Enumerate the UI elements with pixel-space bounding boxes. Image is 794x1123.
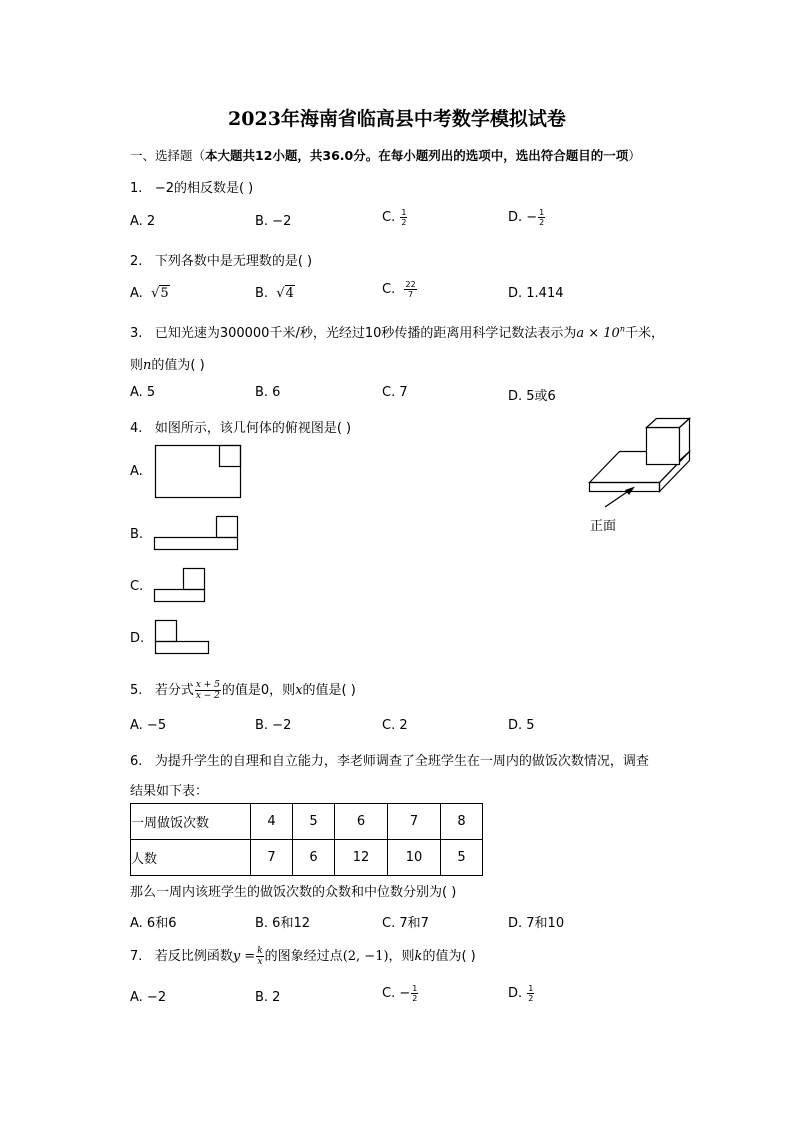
- question-3-line-1: [130, 322, 664, 341]
- fraction-numerator: 1: [539, 208, 545, 217]
- fraction-denominator: x − 2: [195, 691, 220, 701]
- q5-option-b: B. −2: [255, 718, 292, 733]
- q6-option-d: D. 7和10: [508, 916, 565, 931]
- question-text: 的值为( ): [151, 358, 205, 373]
- question-1: [130, 177, 253, 196]
- question-5: [130, 679, 356, 701]
- option-label: D.: [508, 986, 523, 1001]
- fraction-denominator: x: [257, 957, 263, 967]
- question-number: 4.: [130, 421, 143, 436]
- table-cell: 10: [388, 840, 441, 876]
- q6-option-a: A. 6和6: [130, 916, 177, 931]
- table-row-header: 一周做饭次数: [131, 804, 251, 840]
- fraction: [527, 984, 534, 1003]
- q3-option-a: A. 5: [130, 385, 156, 400]
- variable: x: [295, 683, 303, 698]
- variable: n: [143, 358, 152, 373]
- fraction-numerator: k: [257, 946, 263, 956]
- question-6-line-1: [130, 750, 649, 769]
- section-prefix: 一、选择题（: [130, 148, 206, 163]
- question-text: 若分式: [154, 683, 194, 698]
- question-text: 的值为( ): [422, 949, 476, 964]
- q5-option-d: D. 5: [508, 718, 535, 733]
- fraction-numerator: 1: [528, 984, 534, 993]
- q3-option-c: C. 7: [382, 385, 408, 400]
- option-label: B.: [255, 286, 269, 301]
- function-lhs: y =: [232, 949, 256, 964]
- table-cell: 7: [388, 804, 441, 840]
- fraction-numerator: x + 5: [195, 680, 220, 690]
- q4-option-a-figure: [150, 442, 245, 502]
- q7-option-d: [508, 984, 535, 1003]
- fraction: [195, 680, 221, 701]
- q7-option-c: [382, 984, 419, 1003]
- q1-option-a: A. 2: [130, 214, 156, 229]
- q6-option-b: B. 6和12: [255, 916, 310, 931]
- question-text: 下列各数中是无理数的是( ): [154, 254, 313, 269]
- option-label: C.: [382, 210, 396, 225]
- table-row: [131, 804, 483, 840]
- table-cell: 4: [251, 804, 293, 840]
- q5-option-c: C. 2: [382, 718, 408, 733]
- option-label: C.: [382, 282, 396, 297]
- fraction-denominator: 2: [401, 218, 407, 227]
- q2-option-b: [255, 286, 295, 301]
- q4-option-d-figure: [150, 617, 215, 657]
- q2-option-a: [130, 286, 170, 301]
- point: (2, −1): [342, 949, 389, 964]
- sqrt-expression: √4: [276, 286, 294, 301]
- fraction-numerator: 1: [401, 208, 407, 217]
- fraction: [400, 208, 407, 227]
- front-view-label: 正面: [590, 519, 617, 534]
- question-6-line-2: 结果如下表：: [130, 784, 209, 799]
- variable: k: [414, 949, 423, 964]
- table-cell: 6: [335, 804, 388, 840]
- question-number: 6.: [130, 754, 143, 769]
- q1-option-b: B. −2: [255, 214, 292, 229]
- section-suffix: ）: [628, 148, 641, 163]
- question-text: 的值是( ): [302, 683, 356, 698]
- fraction-denominator: 2: [528, 994, 534, 1003]
- sci-notation: a × 10: [576, 326, 620, 341]
- question-text-end: 千米，: [624, 326, 664, 341]
- q1-option-d: [508, 208, 546, 227]
- q1-option-c: [382, 208, 408, 227]
- q4-option-c-figure: [150, 565, 215, 605]
- question-text: 已知光速为300000千米/秒，光经过10秒传播的距离用科学记数法表示为: [154, 326, 577, 341]
- section-description: 本大题共12小题，共36.0分。在每小题列出的选项中，选出符合题目的一项: [205, 148, 629, 163]
- fraction: [411, 984, 418, 1003]
- q6-option-c: C. 7和7: [382, 916, 429, 931]
- q3-option-b: B. 6: [255, 385, 281, 400]
- q2-option-d: D. 1.414: [508, 286, 564, 301]
- table-cell: 7: [251, 840, 293, 876]
- question-4: [130, 417, 351, 436]
- fraction-denominator: 2: [412, 994, 418, 1003]
- question-7: [130, 945, 476, 967]
- table-row: [131, 840, 483, 876]
- q4-option-d-label: D.: [130, 631, 145, 646]
- question-3-line-2: [130, 354, 205, 373]
- question-number: 3.: [130, 326, 143, 341]
- q7-option-b: B. 2: [255, 990, 281, 1005]
- fraction-denominator: 7: [408, 290, 414, 299]
- table-cell: 8: [441, 804, 483, 840]
- table-cell: 5: [293, 804, 335, 840]
- question-number: 2.: [130, 254, 143, 269]
- fraction-denominator: 2: [539, 218, 545, 227]
- question-text: 为提升学生的自理和自立能力，李老师调查了全班学生在一周内的做饭次数情况，调查: [154, 754, 649, 769]
- question-text: 若反比例函数: [154, 949, 233, 964]
- question-number: 1.: [130, 181, 143, 196]
- section-header: [130, 146, 641, 164]
- q4-option-b-label: B.: [130, 527, 144, 542]
- question-text: 如图所示，该几何体的俯视图是( ): [154, 421, 352, 436]
- table-cell: 12: [335, 840, 388, 876]
- q4-option-b-figure: [150, 513, 245, 553]
- fraction: [538, 208, 545, 227]
- q2-option-c: [382, 280, 418, 299]
- table-cell: 5: [441, 840, 483, 876]
- radicand: 4: [285, 286, 294, 301]
- fraction: [256, 946, 263, 967]
- q5-option-a: A. −5: [130, 718, 167, 733]
- fraction-numerator: 22: [405, 280, 416, 289]
- fraction-numerator: 1: [412, 984, 418, 993]
- arrow-icon: [605, 490, 630, 507]
- sqrt-expression: √5: [151, 286, 169, 301]
- question-text: 的图象经过点: [264, 949, 343, 964]
- q7-option-a: A. −2: [130, 990, 167, 1005]
- question-text: 的值是0，则: [221, 683, 296, 698]
- question-text: −2的相反数是( ): [154, 181, 254, 196]
- question-2: [130, 250, 312, 269]
- data-table: [130, 803, 483, 876]
- option-label: D. −: [508, 210, 538, 225]
- q4-option-a-label: A.: [130, 464, 143, 479]
- fraction: [404, 280, 416, 299]
- question-text: 则: [130, 358, 144, 373]
- table-row-header: 人数: [131, 840, 251, 876]
- page-title: 2023年海南省临高县中考数学模拟试卷: [228, 108, 566, 130]
- radicand: 5: [160, 286, 169, 301]
- table-cell: 6: [293, 840, 335, 876]
- option-label: A.: [130, 286, 143, 301]
- option-label: C. −: [382, 986, 411, 1001]
- question-number: 5.: [130, 683, 143, 698]
- q4-option-c-label: C.: [130, 579, 144, 594]
- question-text: ，则: [388, 949, 415, 964]
- exponent: n: [619, 324, 625, 334]
- question-number: 7.: [130, 949, 143, 964]
- question-6-line-3: 那么一周内该班学生的做饭次数的众数和中位数分别为( ): [130, 885, 457, 900]
- q3-option-d: D. 5或6: [508, 389, 556, 404]
